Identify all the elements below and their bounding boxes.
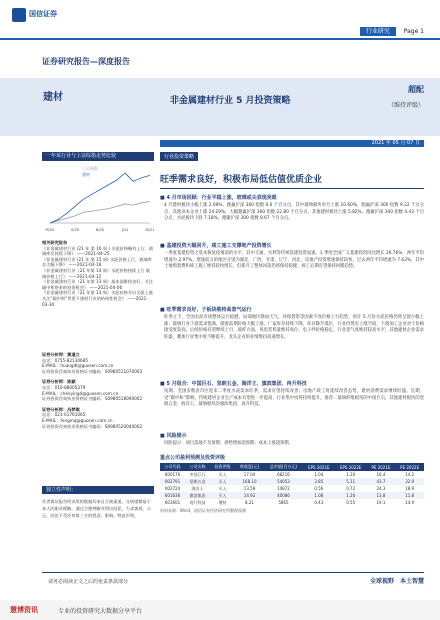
analyst-block [42, 352, 154, 429]
table-cell: 32.9 [405, 479, 415, 484]
analyst-name: 证券分析师：冯梦琪 [42, 406, 80, 412]
bullet-heading: ■ 旺季需求良好，子板块维持高景气运行 [160, 307, 252, 313]
x-tick-label: N/20 [95, 228, 105, 232]
bullet-body: 4 月建材板块小幅上涨 2.09%，跑赢沪深 300 指数 0.6 个百分点，其中玻璃板块单月上涨 10.60%，跑赢沪深 300 指数 9.22 个百分点，其他业本企业上涨 24.29%，大幅跑赢沪深 300 指数 22.80 个百分点，其他建材板块上涨 5.82%，跑赢沪深 300 指数 4.43 个百分点，水泥板块下跌 7.18%，跑输沪深 300 指数 8.67 个百分点。 [164, 203, 424, 222]
table-header-cell: 投资评级 [210, 463, 235, 471]
related-item: 《非金属建材行业 (21 年 第 16 周 ) 水泥价格略有上行，玻璃库存持续下降》 ——2021-04-25 [42, 245, 154, 257]
table-cell: 1.20 [346, 472, 356, 477]
table-cell: 19.1 [376, 500, 386, 505]
independence-head: 独立性声明： [42, 486, 154, 494]
table-cell: 0.56 [314, 486, 324, 491]
table-cell: 600176 [164, 472, 181, 477]
table-cell: 13.8 [376, 493, 386, 498]
table-cell: 8.21 [245, 500, 254, 505]
x-tick-label: M/20 [45, 228, 55, 232]
table-cell: 14.9 [405, 500, 415, 505]
sector-label: 建材 [43, 92, 63, 103]
series-line-1 [50, 173, 150, 223]
table-cell: 0.55 [346, 500, 356, 505]
analyst-phone: 电话：0755-82130685 [42, 357, 89, 363]
table-cell: 10872 [277, 486, 290, 491]
table-cell: 旗滨集团 [189, 492, 206, 498]
analyst-cert: 证券投资咨询执业资格证书编码：S0980518090002 [42, 396, 143, 402]
bullet-heading: ■ 风险提示 [160, 433, 187, 439]
rating: 超配 [408, 85, 424, 94]
table-cell: 中国巨石 [189, 471, 206, 477]
title-band [0, 78, 440, 136]
bullet-body: 一季度基建投资之基本恢复疫情前的水平，其中交通、水利等传统基建投资加速。1 季度全国广义基建投资同比增长 26.76%，两年平均增速为 2.97%。增速前五的地区分别为湖北、广西、甘肃、辽宁、河北，房地产投资增速保持较快，过去两年平均增速为 7.63%，其中土地购置费和竣工施工维持较快增长，但新开工整体回落仍将保持稳健，竣工后期有望保持回暖趋势。 [164, 251, 424, 270]
report-type: 证券研究报告—深度报告 [42, 57, 130, 66]
table-cell: 54053 [277, 479, 290, 484]
watermark-slogan: 专业的投资研究大数据分享平台 [58, 608, 143, 615]
analyst-cert: 证券投资咨询执业资格证书编码：S0980511070003 [42, 368, 143, 374]
table-cell: 坚朗五金 [189, 478, 206, 484]
bullet-body: 风险提示：项目落地不及预期；供给增加超预期；成本上涨超预期。 [164, 441, 293, 446]
related-item: 《非金属建材行业（21 年第 13 周）基本面维持良好，关注碳中和带来的投资机会》 ——2021-04-06 [42, 279, 153, 290]
table-cell: 1.26 [346, 493, 356, 498]
table-cell: 18.9 [405, 486, 415, 491]
table-cell: 17.04 [243, 472, 256, 477]
table-cell: 002724 [164, 486, 181, 491]
header-category [360, 26, 424, 35]
table-cell: 13.59 [243, 486, 256, 491]
performance-chart [42, 165, 154, 235]
bullet-body: 短期，全国多数省市区迎来二季度水泥需求旺季，需求有望持续改善；房地产竣工将延续改善态势，建材消费需求继续旺盛。长期，受“碳中和”影响，传统建材企业生产成本有望进一步提高，行业集中度将持续提升。推荐：玻璃纤维板块的中国巨石，其他建材板块的坚朗五金、海洋王，玻璃板块的旗滨集团、再升科技。 [164, 389, 424, 408]
legend-entry: 上证指数 [82, 166, 98, 171]
analyst-cert: 证券投资咨询执业资格证书编码：S0980520040002 [42, 423, 143, 429]
table-cell: 增持 [218, 499, 227, 505]
table-cell: 168.10 [242, 479, 257, 484]
table-row [160, 478, 424, 485]
bullet-heading: ■ 基建投资大幅回升，竣工施工支撑地产投资增长 [160, 243, 272, 249]
table-header-cell: 昨收盘(元) [235, 463, 264, 471]
table-header-cell: 公司代码 [160, 463, 185, 471]
table-cell: 5.11 [346, 479, 356, 484]
page-title: 非金属建材行业 5 月投资策略 [170, 96, 291, 106]
table-cell: 买入 [218, 492, 227, 498]
table-source: 资料来源：Wind、国信证券经济研究所整理预测 [160, 508, 247, 513]
legend-entry: 建材 [82, 172, 90, 177]
x-tick-label: J/21 [121, 228, 129, 232]
table-cell: 0.72 [346, 486, 356, 491]
disclaimer-text: 请务必阅读正文之后的免责条款部分 [48, 579, 129, 585]
table-cell: 40086 [277, 493, 290, 498]
bullet-heading: ■ 5 月组合：中国巨石、坚朗五金、海洋王、旗滨集团、再升科技 [160, 381, 307, 387]
related-research [42, 240, 154, 307]
table-header-cell: 总市值(百万元) [264, 463, 303, 471]
chart-head: 一年该行业与上证综指走势比较 [42, 152, 154, 161]
watermark-brand: 慧博资讯 [10, 606, 38, 614]
table-cell: 43.7 [376, 479, 386, 484]
analyst-name: 证券分析师：陈颖 [42, 379, 76, 385]
category-tag: 行业研究 [360, 27, 396, 36]
related-item: 《非金属建材行业 (21 年 第 15 周) 水泥价格上行，玻璃库存大幅下降》 ——2021-04-18 [42, 256, 152, 268]
logo-text: 国信证券 [29, 10, 57, 18]
table-header-cell: EPS 2022E [335, 463, 367, 471]
x-tick-label: S/20 [70, 228, 80, 232]
bullet-body: 旺季之下，全国水泥市场整体运行稳健，局部地区降雨天气，环保督察等因素不改价格上行趋势，预计 5 月份水泥价格仍将呈现小幅上涨；玻璃行业下游需求饱满，随着前期价格大幅上涨，厂家库存持续下降，库存降至低位，行业仍然有上涨空间，下游加工企业对于价格接受度较高，后续价格有望继续上行，玻纤方面，风电装机量维持高位，电子纱价格稳定，行业景气度维持较高水平，其他建材企业需求旺盛，叠加行业集中度不断提升，龙头企业的业绩维持高速增长。 [164, 315, 424, 340]
footer-rule [42, 572, 424, 573]
bottom-band [0, 600, 440, 620]
logo-icon [12, 8, 26, 22]
table-cell: 603601 [164, 500, 181, 505]
x-tick-label: M/21 [145, 228, 154, 232]
headline: 旺季需求良好，积极布局低估值优质企业 [160, 172, 424, 189]
table-cell: 11.8 [405, 493, 415, 498]
table-title: 重点公司盈利预测及投资评级 [160, 455, 226, 461]
section-tag: 行业投资策略 [160, 152, 198, 161]
table-cell: 买入 [218, 471, 227, 477]
table-row [160, 492, 424, 499]
table-cell: 14.2 [405, 472, 415, 477]
independence-text: 作者保证报告所采用的数据均来自合规渠道，分析逻辑基于本人的职业理解，通过合理判断并得出结论，力求客观、公正，结论不受任何第三方的授意、影响，特此声明。 [42, 499, 151, 518]
analyst-email: E-MAIL：chenying4@guosen.com.cn [42, 390, 119, 396]
table-cell: 002791 [164, 479, 181, 484]
table-cell: 海洋王 [191, 485, 204, 491]
table-header-cell: PE 2021E [367, 463, 396, 471]
table-cell: 24.3 [376, 486, 386, 491]
table-cell: 14.92 [243, 493, 256, 498]
table-header-cell: EPS 2021E [303, 463, 335, 471]
table-cell: 68216 [277, 472, 290, 477]
table-cell: 3.85 [314, 479, 324, 484]
table-row [160, 471, 424, 478]
related-head: 相关研究报告 [42, 240, 68, 245]
table-header-cell: 公司名称 [185, 463, 210, 471]
table-row [160, 499, 424, 506]
rating-sub: （维持评级） [387, 102, 424, 109]
analyst-phone: 电话：010-88005379 [42, 384, 86, 390]
table-cell: 16.4 [376, 472, 386, 477]
table-row [160, 485, 424, 492]
header-rule [0, 38, 440, 40]
table-cell: 5865 [278, 500, 289, 505]
bullet-heading: ■ 4 月市场回顾：行业平稳上涨，玻璃或尖表现亮眼 [160, 195, 277, 201]
table-cell: 买入 [218, 485, 227, 491]
table-header-cell: PE 2022E [395, 463, 424, 471]
table-cell: 0.43 [314, 500, 324, 505]
related-item: 《非金属建材行业（21 年第 13 周）水泥价格开启全面上涨 关注“碳中和”背景下建材行业的结构性机会》 ——2021-03-30 [42, 290, 153, 307]
report-date: 2021 年 05 月 07 日 [160, 140, 424, 147]
analyst-email: E-MAIL：huangdl@guosen.com.cn [42, 363, 114, 369]
analyst-email: E-MAIL：fengmq@guosen.com.cn [42, 417, 113, 423]
analyst-phone: 电话：021-61761065 [42, 412, 86, 418]
table-cell: 买入 [218, 478, 227, 484]
table-cell: 601636 [164, 493, 181, 498]
footer-brand: 全球视野 本土智慧 [369, 578, 424, 585]
page-number: Page 1 [403, 28, 424, 35]
analyst-name: 证券分析师：黄道立 [42, 352, 80, 357]
table-cell: 1.08 [314, 493, 324, 498]
table-cell: 1.04 [314, 472, 324, 477]
table-cell: 再升科技 [189, 499, 206, 505]
related-item: 《非金属建材行业（21 年第 14 周）水泥价格持续上行 玻璃价格上行》 ——2021-04-12 [42, 267, 151, 279]
series-line-0 [50, 202, 150, 223]
forecast-table [160, 463, 424, 514]
